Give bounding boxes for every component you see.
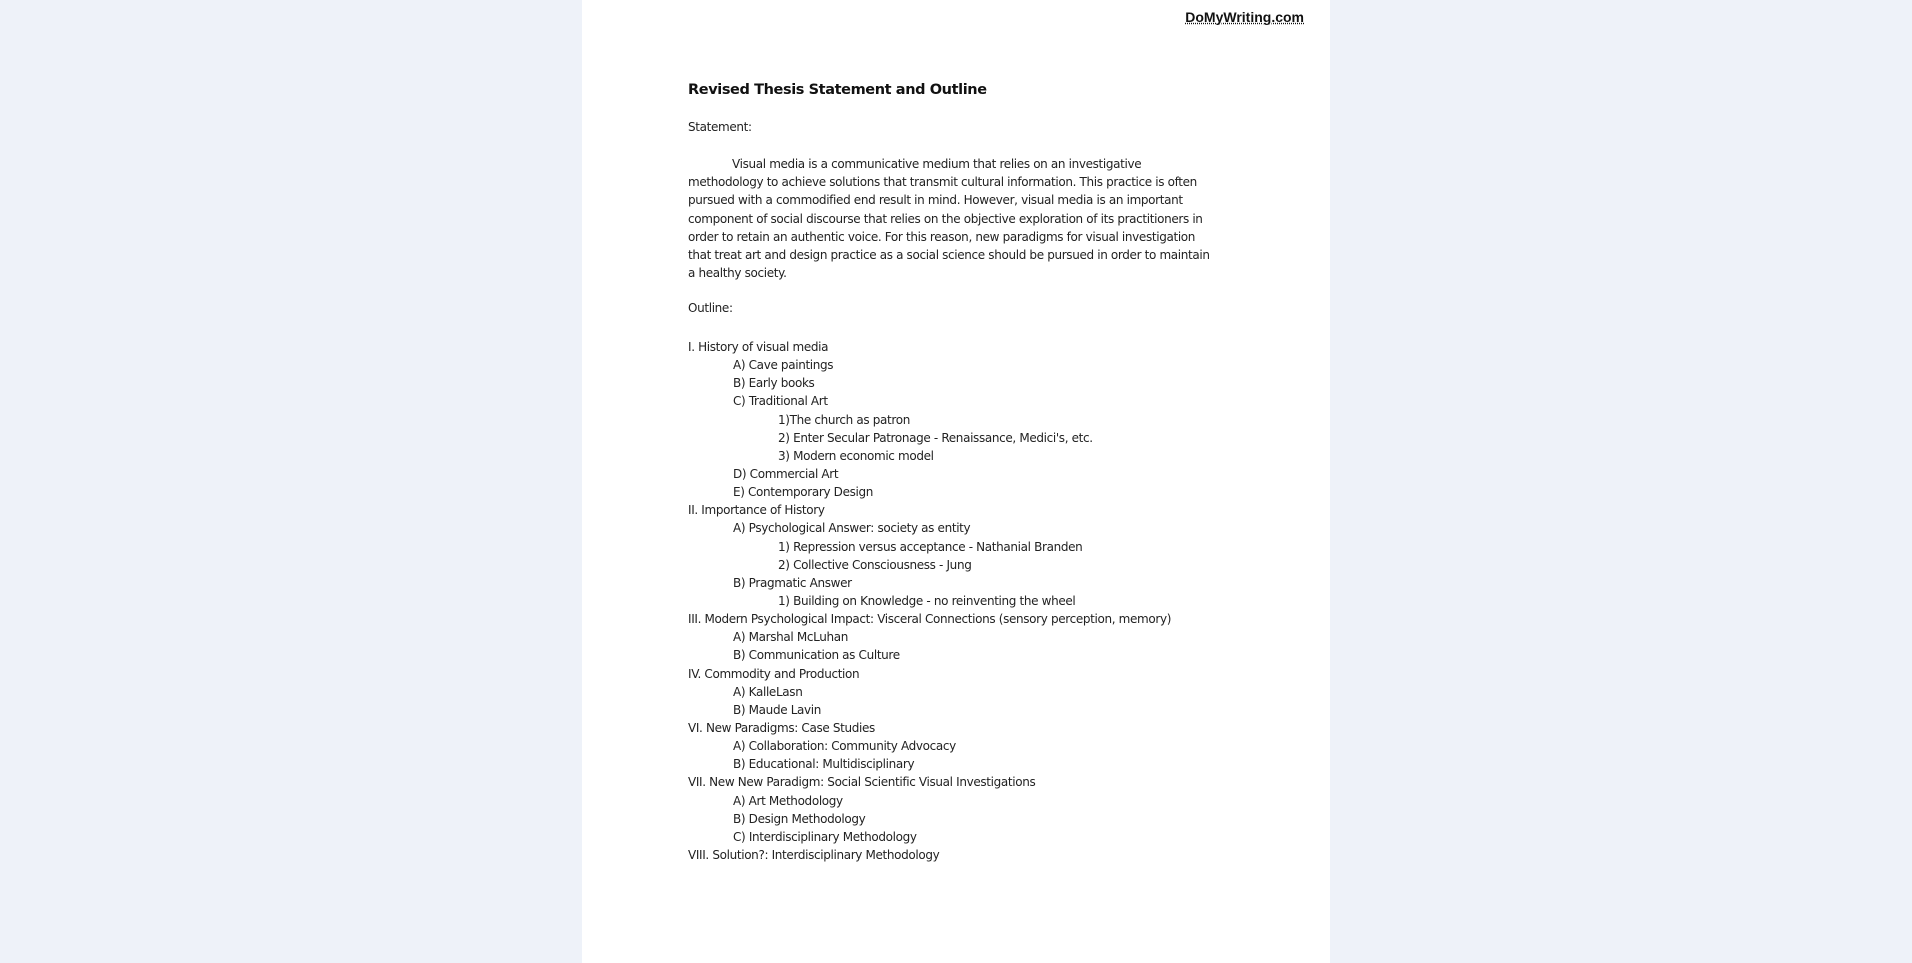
outline-item: 3) Modern economic model xyxy=(778,448,934,463)
outline-item: A) Marshal McLuhan xyxy=(733,630,849,645)
brand-link[interactable]: DoMyWriting.com xyxy=(1185,9,1304,25)
document-page xyxy=(582,0,1330,963)
outline-item: VII. New New Paradigm: Social Scientific Visual Investigations xyxy=(688,775,1036,790)
outline-item: E) Contemporary Design xyxy=(733,485,874,500)
outline-item: B) Early books xyxy=(733,376,815,391)
document-title: Revised Thesis Statement and Outline xyxy=(688,82,987,98)
outline-item: 1)The church as patron xyxy=(778,412,910,427)
outline-item: III. Modern Psychological Impact: Visceral Connections (sensory perception, memory) xyxy=(688,612,1172,627)
outline-item: IV. Commodity and Production xyxy=(688,666,860,681)
outline-item: D) Commercial Art xyxy=(733,466,839,481)
outline-item: I. History of visual media xyxy=(688,340,829,354)
outline-item: 1) Repression versus acceptance - Nathanial Branden xyxy=(778,539,1083,554)
outline-item: B) Design Methodology xyxy=(733,811,866,826)
outline-item: 2) Collective Consciousness - Jung xyxy=(778,557,972,572)
outline-item: VIII. Solution?: Interdisciplinary Methodology xyxy=(688,847,940,862)
outline-item: 2) Enter Secular Patronage - Renaissance, Medici's, etc. xyxy=(778,430,1093,445)
outline-item: B) Communication as Culture xyxy=(733,648,900,663)
outline-item: A) Cave paintings xyxy=(733,358,834,373)
outline-item: A) Psychological Answer: society as entity xyxy=(733,521,971,536)
outline-list xyxy=(688,338,1171,864)
outline-item: II. Importance of History xyxy=(688,503,825,518)
outline-item: B) Maude Lavin xyxy=(733,702,822,717)
outline-item: C) Interdisciplinary Methodology xyxy=(733,829,917,844)
statement-paragraph: Visual media is a communicative medium that relies on an investigative methodology to achieve solutions that transmit cultural information. This practice is often pursued with a commodified end result in mind. However, visual media is an important component of social discourse that relies on the objective exploration of its practitioners in order to retain an authentic voice. For this reason, new paradigms for visual investigation that treat art and design practice as a social science should be pursued in order to maintain a healthy society. xyxy=(688,157,1210,281)
outline-item: VI. New Paradigms: Case Studies xyxy=(688,720,875,735)
outline-item: C) Traditional Art xyxy=(733,394,828,409)
outline-item: B) Educational: Multidisciplinary xyxy=(733,757,915,772)
statement-label: Statement: xyxy=(688,120,752,134)
outline-item: A) KalleLasn xyxy=(733,684,803,699)
outline-item: A) Collaboration: Community Advocacy xyxy=(733,739,956,754)
outline-item: B) Pragmatic Answer xyxy=(733,575,852,590)
outline-label: Outline: xyxy=(688,301,733,315)
outline-item: 1) Building on Knowledge - no reinventing the wheel xyxy=(778,593,1076,608)
outline-item: A) Art Methodology xyxy=(733,793,843,808)
